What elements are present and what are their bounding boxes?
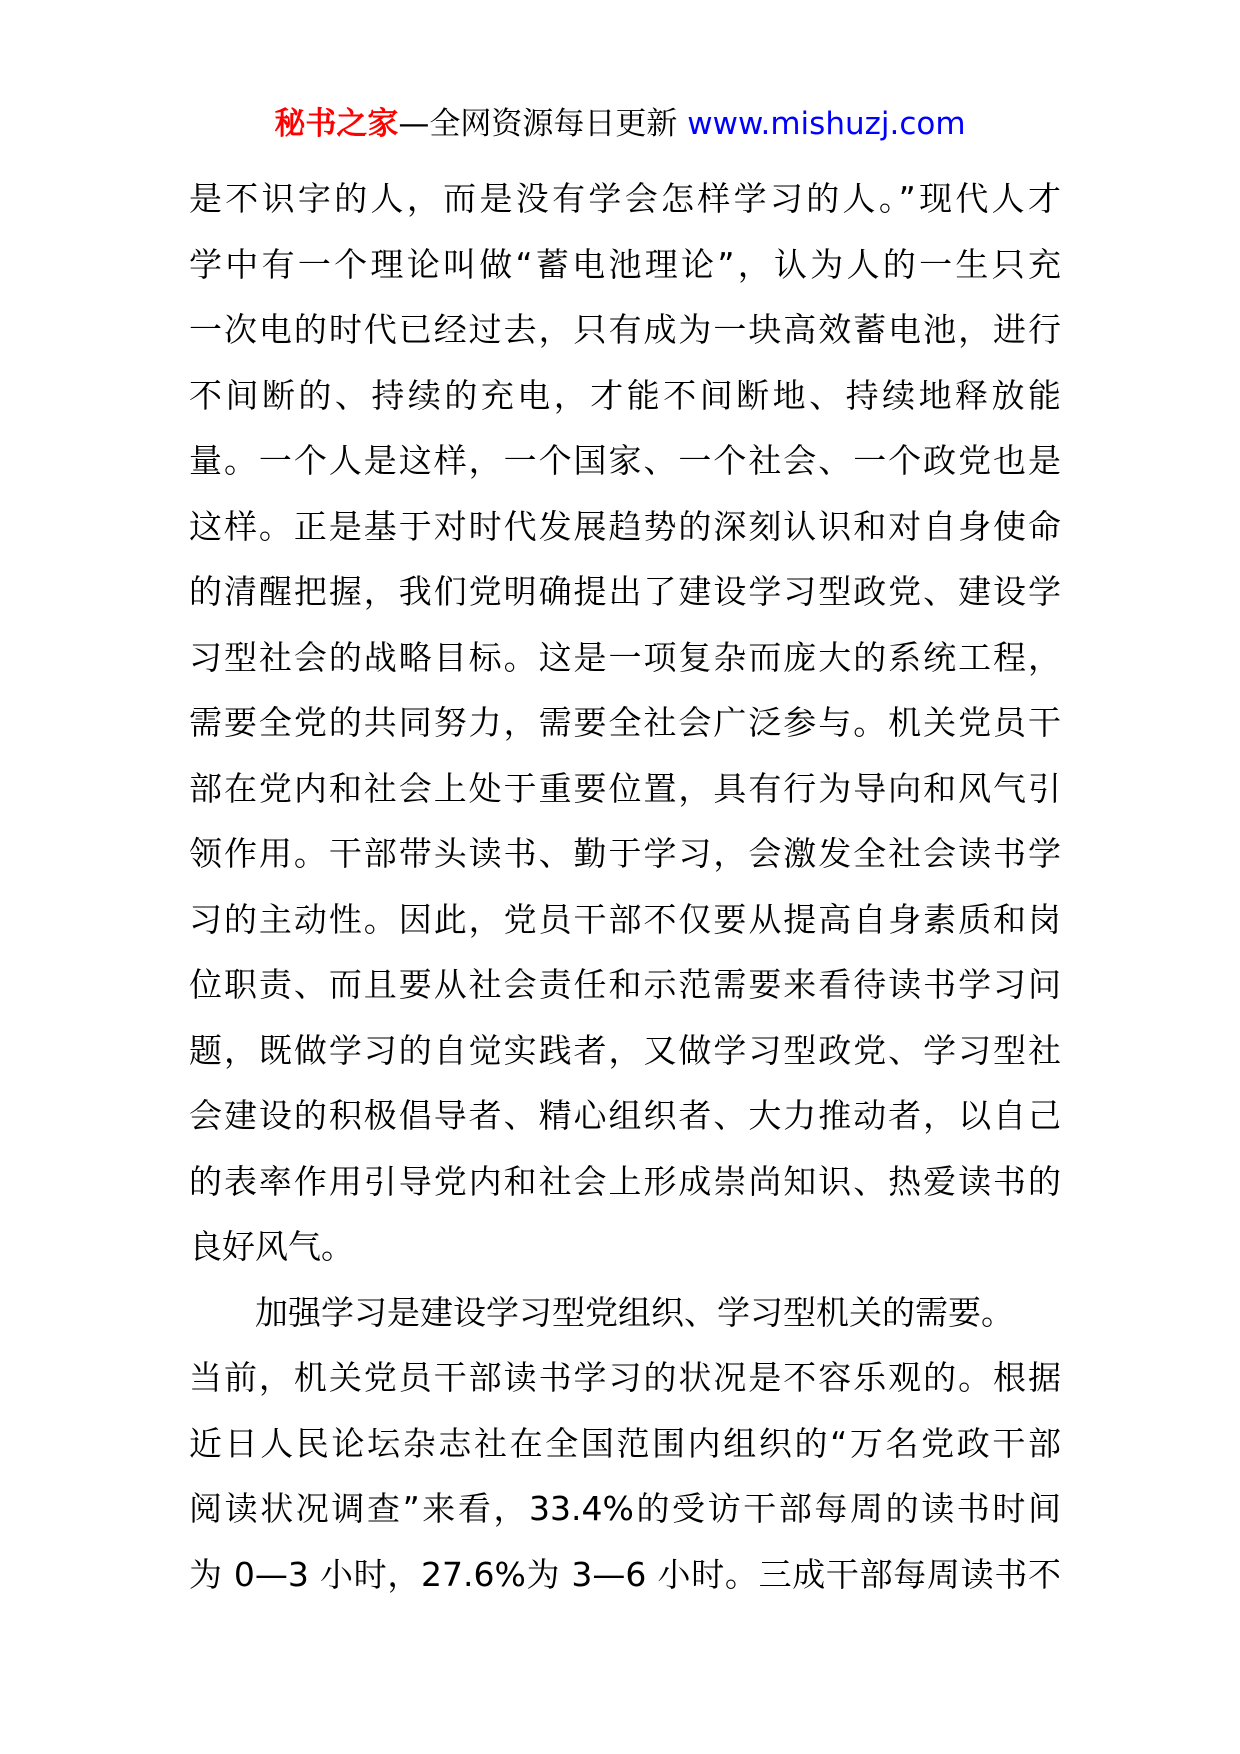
paragraph-1 <box>189 166 1061 1280</box>
header-url-link[interactable]: www.mishuzj.com <box>687 106 966 142</box>
text-line: 加强学习是建设学习型党组织、学习型机关的需要。 <box>255 1292 1014 1332</box>
text-line: 为 0—3 小时，27.6%为 3—6 小时。三成干部每周读书不 <box>189 1554 1061 1594</box>
text-line: 位职责、而且要从社会责任和示范需要来看待读书学习问 <box>189 965 1061 1004</box>
text-line: 当前，机关党员干部读书学习的状况是不容乐观的。根据 <box>189 1358 1061 1397</box>
text-line: 是不识字的人，而是没有学会怎样学习的人。”现代人才 <box>189 179 1061 218</box>
text-line: 这样。正是基于对时代发展趋势的深刻认识和对自身使命 <box>189 506 1061 546</box>
text-line: 量。一个人是这样，一个国家、一个社会、一个政党也是 <box>189 441 1061 480</box>
text-line: 阅读状况调查”来看，33.4%的受访干部每周的读书时间 <box>189 1489 1061 1528</box>
text-line: 部在党内和社会上处于重要位置，具有行为导向和风气引 <box>189 768 1061 808</box>
text-line: 不间断的、持续的充电，才能不间断地、持续地释放能 <box>189 375 1061 415</box>
text-line: 领作用。干部带头读书、勤于学习，会激发全社会读书学 <box>189 834 1061 873</box>
page-header <box>0 100 1240 148</box>
text-line: 近日人民论坛杂志社在全国范围内组织的“万名党政干部 <box>189 1423 1061 1463</box>
header-brand: 秘书之家 <box>274 106 399 142</box>
paragraph-2 <box>189 1280 1061 1608</box>
document-body <box>189 166 1061 1607</box>
text-line: 习型社会的战略目标。这是一项复杂而庞大的系统工程， <box>189 637 1061 677</box>
header-tagline: —全网资源每日更新 <box>398 106 688 142</box>
text-line: 题，既做学习的自觉实践者，又做学习型政党、学习型社 <box>189 1030 1061 1070</box>
text-line: 一次电的时代已经过去，只有成为一块高效蓄电池，进行 <box>189 310 1061 349</box>
text-line: 的清醒把握，我们党明确提出了建设学习型政党、建设学 <box>189 572 1061 611</box>
text-line: 良好风气。 <box>189 1227 354 1266</box>
text-line: 习的主动性。因此，党员干部不仅要从提高自身素质和岗 <box>189 899 1061 939</box>
text-line: 的表率作用引导党内和社会上形成崇尚知识、热爱读书的 <box>189 1161 1061 1201</box>
text-line: 学中有一个理论叫做“蓄电池理论”，认为人的一生只充 <box>189 244 1061 284</box>
text-line: 需要全党的共同努力，需要全社会广泛参与。机关党员干 <box>189 703 1061 742</box>
text-line: 会建设的积极倡导者、精心组织者、大力推动者，以自己 <box>189 1096 1061 1135</box>
